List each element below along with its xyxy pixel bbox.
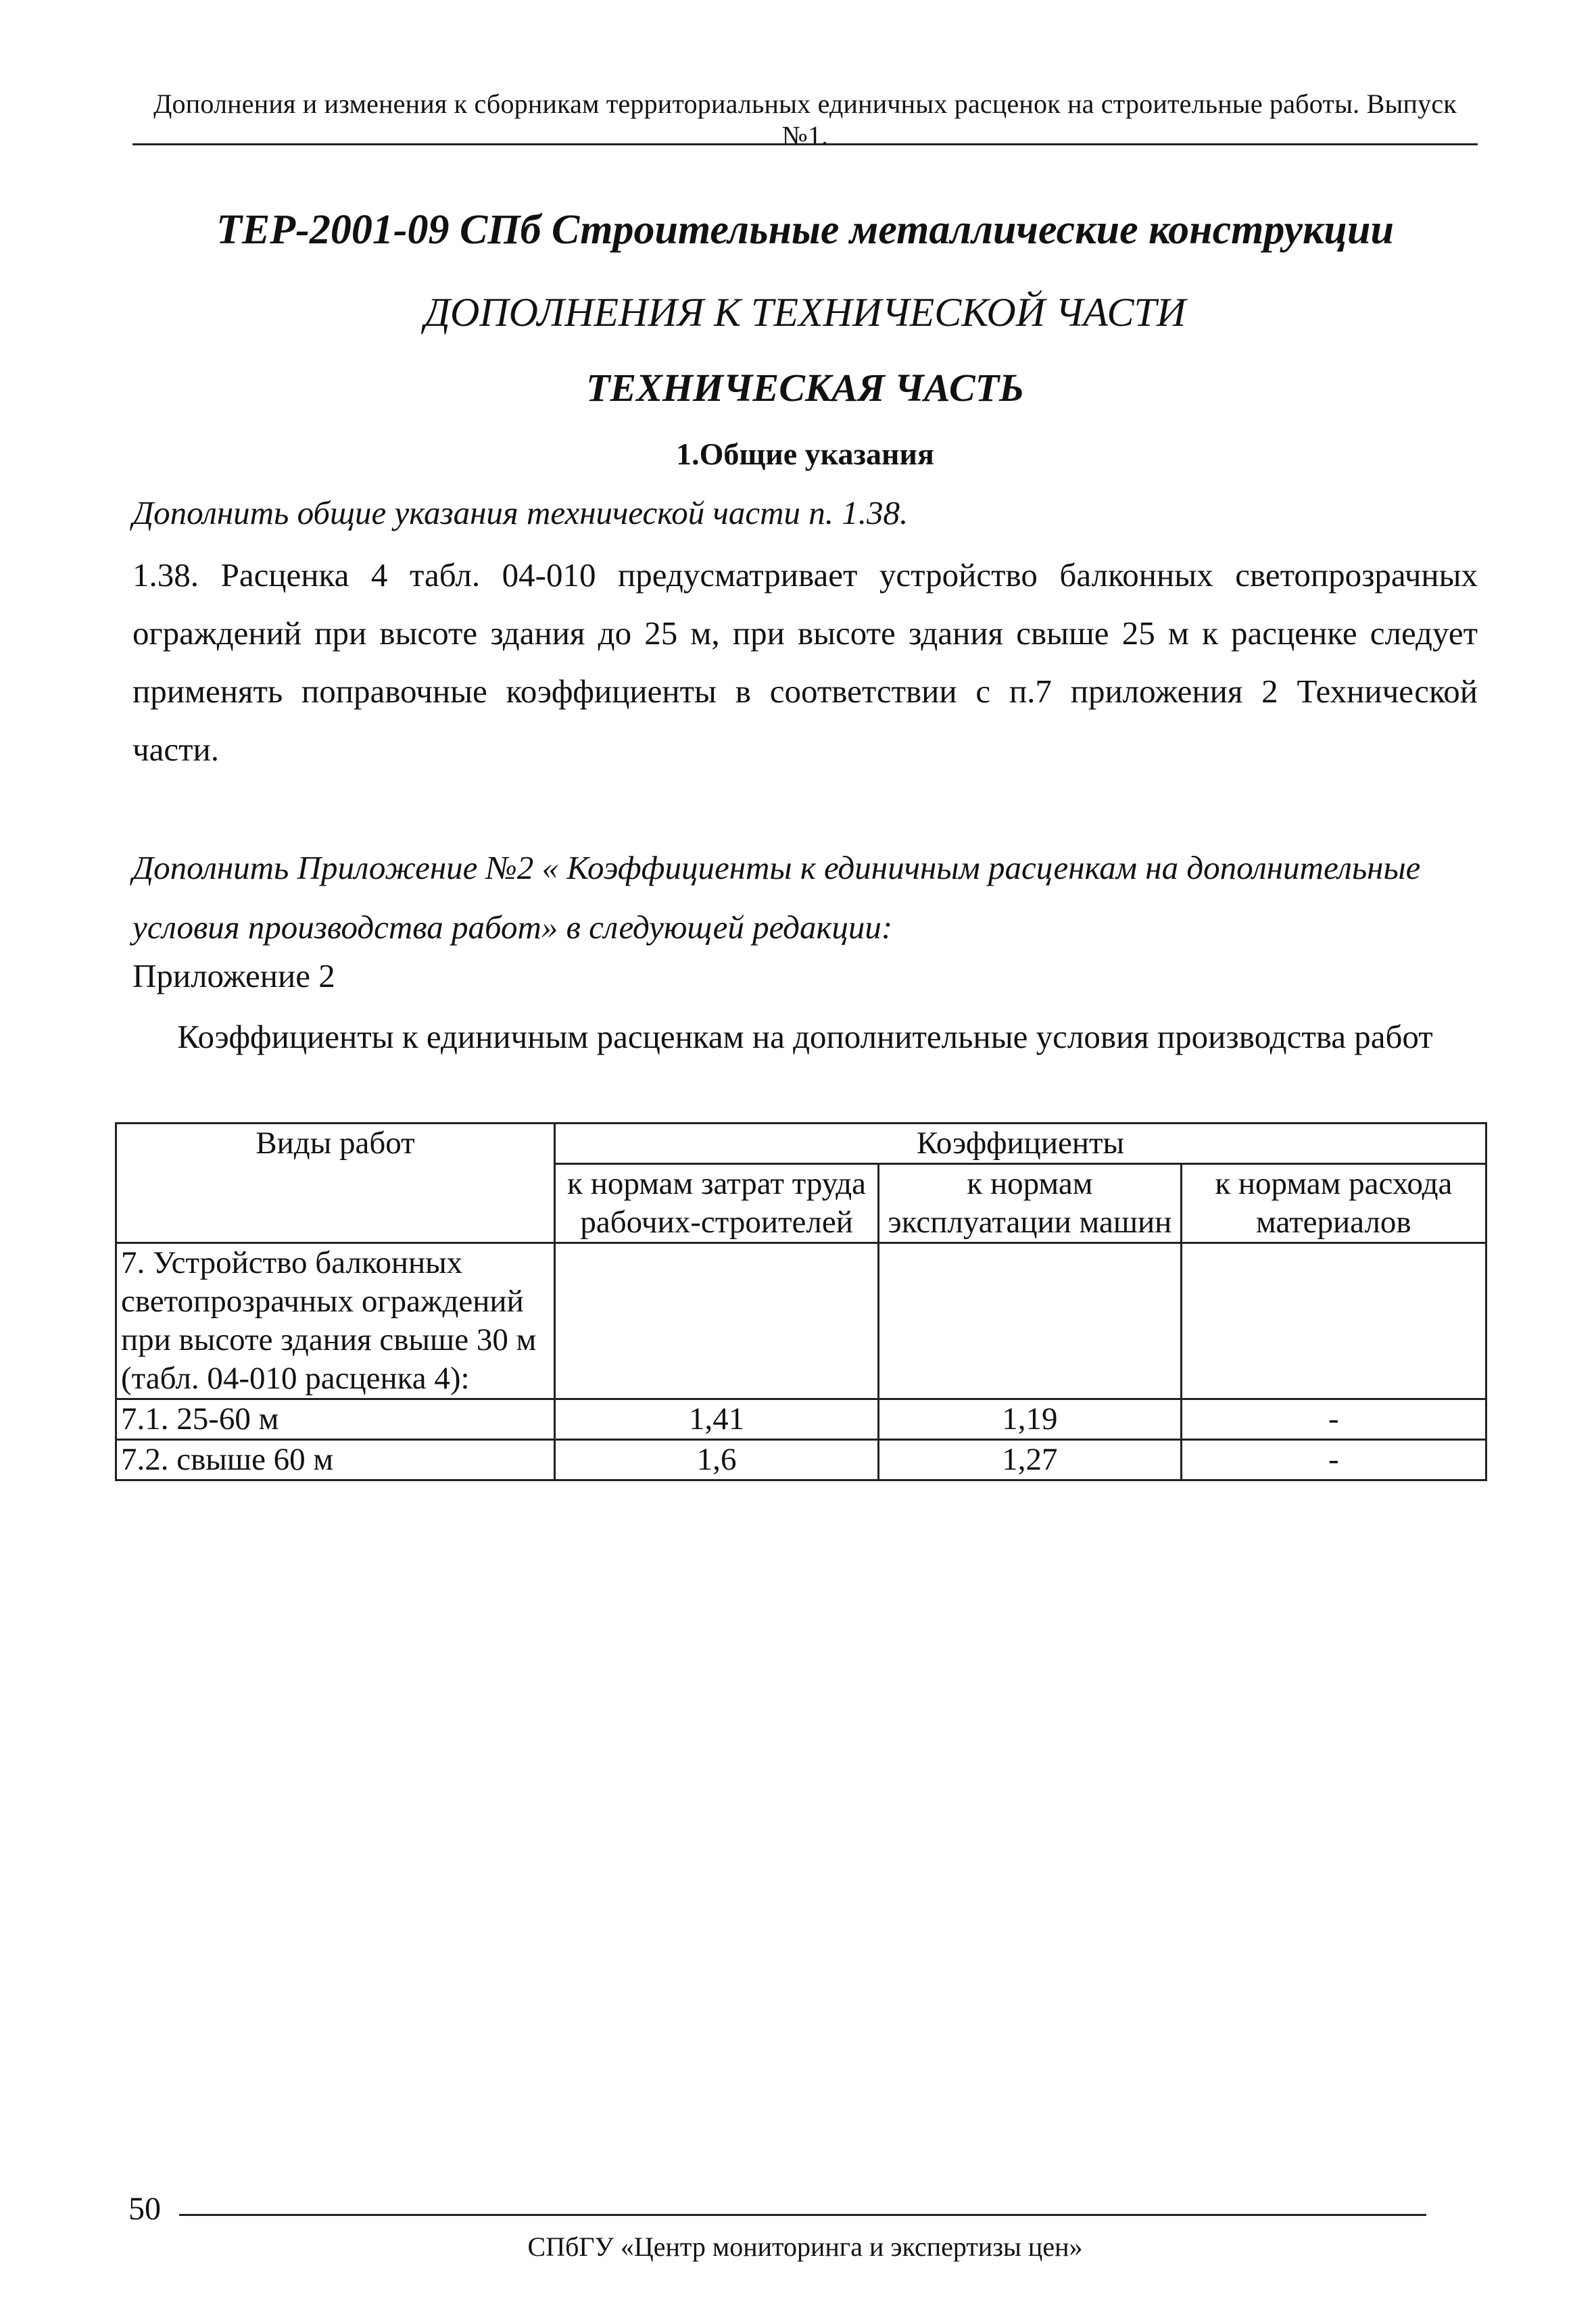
materials-cell: - — [1181, 1440, 1486, 1480]
machines-cell — [879, 1243, 1181, 1399]
header-materials: к нормам расхода материалов — [1181, 1164, 1486, 1243]
work-cell: 7.1. 25-60 м — [116, 1399, 555, 1440]
materials-cell — [1181, 1243, 1486, 1399]
additions-title: ДОПОЛНЕНИЯ К ТЕХНИЧЕСКОЙ ЧАСТИ — [424, 290, 1186, 335]
paragraph-1-38: 1.38. Расценка 4 табл. 04-010 предусматривает устройство балконных светопрозрачных ограждений при высоте здания до 25 м, при высоте здания свыше 25 м к расценке следует применять поправочные коэффициенты в соответствии с п.7 приложения 2 Технической части. — [132, 556, 1478, 768]
table-header-row — [116, 1124, 1486, 1164]
header-labor: к нормам затрат труда рабочих-строителей — [555, 1164, 879, 1243]
table-caption: Коэффициенты к единичным расценкам на дополнительные условия производства работ — [177, 1018, 1433, 1055]
table-row — [116, 1243, 1486, 1399]
header-machines: к нормам эксплуатации машин — [879, 1164, 1181, 1243]
machines-cell: 1,19 — [879, 1399, 1181, 1440]
table-row — [116, 1399, 1486, 1440]
materials-cell: - — [1181, 1399, 1486, 1440]
labor-cell: 1,6 — [555, 1440, 879, 1480]
footer-organization: СПбГУ «Центр мониторинга и экспертизы цен» — [527, 2231, 1083, 2262]
running-header: Дополнения и изменения к сборникам территориальных единичных расценок на строительные работы. Выпуск №1. — [153, 89, 1457, 151]
header-work-types: Виды работ — [116, 1124, 555, 1243]
header-coefficients: Коэффициенты — [555, 1124, 1486, 1164]
footer-rule — [179, 2214, 1426, 2216]
appendix-label: Приложение 2 — [132, 957, 335, 994]
coefficients-table — [115, 1122, 1487, 1481]
technical-part-title: ТЕХНИЧЕСКАЯ ЧАСТЬ — [586, 366, 1024, 410]
page-number: 50 — [128, 2191, 161, 2227]
work-cell: 7.2. свыше 60 м — [116, 1440, 555, 1480]
machines-cell: 1,27 — [879, 1440, 1181, 1480]
section-heading: 1.Общие указания — [676, 437, 934, 471]
table-row — [116, 1440, 1486, 1480]
appendix-instruction: Дополнить Приложение №2 « Коэффициенты к единичным расценкам на дополнительные условия производства работ» в следующей редакции: — [132, 849, 1421, 946]
header-rule — [132, 143, 1478, 145]
labor-cell — [555, 1243, 879, 1399]
section-instruction: Дополнить общие указания технической части п. 1.38. — [132, 494, 909, 531]
work-cell: 7. Устройство балконных светопрозрачных ограждений при высоте здания свыше 30 м (табл. 04-010 расценка 4): — [116, 1243, 555, 1399]
document-title: ТЕР-2001-09 СПб Строительные металлические конструкции — [216, 207, 1394, 253]
labor-cell: 1,41 — [555, 1399, 879, 1440]
